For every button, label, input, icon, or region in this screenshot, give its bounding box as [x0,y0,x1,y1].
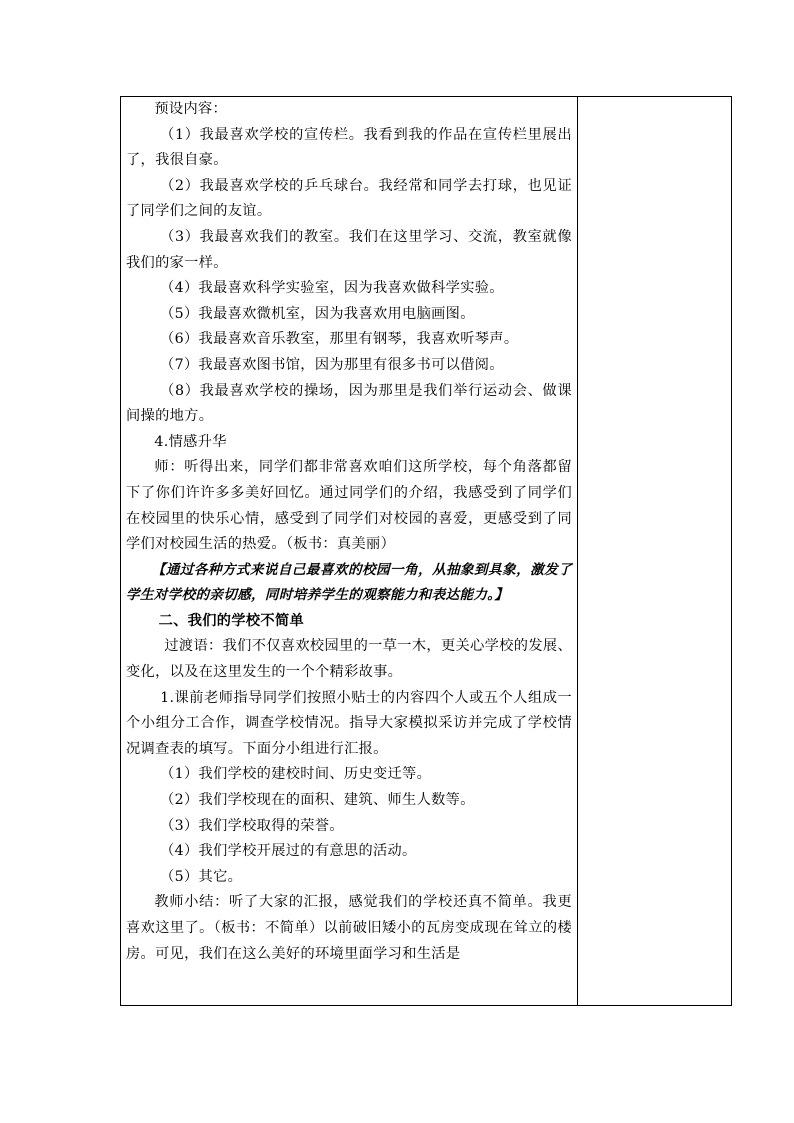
design-note: 【通过各种方式来说自己最喜欢的校园一角，从抽象到具象，激发了学生对学校的亲切感，同时培养学生的观察能力和表达能力。】 [126,561,572,604]
paragraph: （1）我们学校的建校时间、历史变迁等。 [160,766,432,783]
paragraph: （2）我最喜欢学校的乒乓球台。我经常和同学去打球，也见证了同学们之间的友谊。 [126,177,572,220]
paragraph: （1）我最喜欢学校的宣传栏。我看到我的作品在宣传栏里展出了，我很自豪。 [126,126,572,169]
paragraph: （3）我最喜欢我们的教室。我们在这里学习、交流，教室就像我们的家一样。 [126,228,572,271]
paragraph: （5）其它。 [160,868,243,885]
section-subheading: 4.情感升华 [154,433,227,450]
paragraph: （7）我最喜欢图书馆，因为那里有很多书可以借阅。 [160,356,504,373]
paragraph: （5）我最喜欢微机室，因为我喜欢用电脑画图。 [160,305,475,322]
paragraph: 过渡语：我们不仅喜欢校园里的一草一木，更关心学校的发展、变化，以及在这里发生的一个个精彩故事。 [126,638,572,681]
table-column-divider [577,96,578,1006]
paragraph: （2）我们学校现在的面积、建筑、师生人数等。 [160,792,475,809]
paragraph: （4）我最喜欢科学实验室，因为我喜欢做科学实验。 [160,280,504,297]
section-heading: 二、我们的学校不简单 [158,612,305,629]
paragraph: 预设内容： [154,101,228,117]
paragraph: （4）我们学校开展过的有意思的活动。 [160,843,417,860]
lesson-content [126,97,572,967]
paragraph: （8）我最喜欢学校的操场，因为那里是我们举行运动会、做课间操的地方。 [126,382,572,425]
paragraph: 教师小结：听了大家的汇报，感觉我们的学校还真不简单。我更喜欢这里了。（板书：不简单）以前破旧矮小的瓦房变成现在耸立的楼房。可见，我们在这么美好的环境里面学习和生活是 [126,894,572,962]
paragraph: （3）我们学校取得的荣誉。 [160,817,344,834]
paragraph: 师：听得出来，同学们都非常喜欢咱们这所学校，每个角落都留下了你们许许多多美好回忆。通过同学们的介绍，我感受到了同学们在校园里的快乐心情，感受到了同学们对校园的喜爱，更感受到了同学们对校园生活的热爱。（板书：真美丽） [126,459,572,553]
paragraph: 1.课前老师指导同学们按照小贴士的内容四个人或五个人组成一个小组分工合作，调查学校情况。指导大家模拟采访并完成了学校情况调查表的填写。下面分小组进行汇报。 [126,689,572,757]
paragraph: （6）我最喜欢音乐教室，那里有钢琴，我喜欢听琴声。 [160,331,519,348]
